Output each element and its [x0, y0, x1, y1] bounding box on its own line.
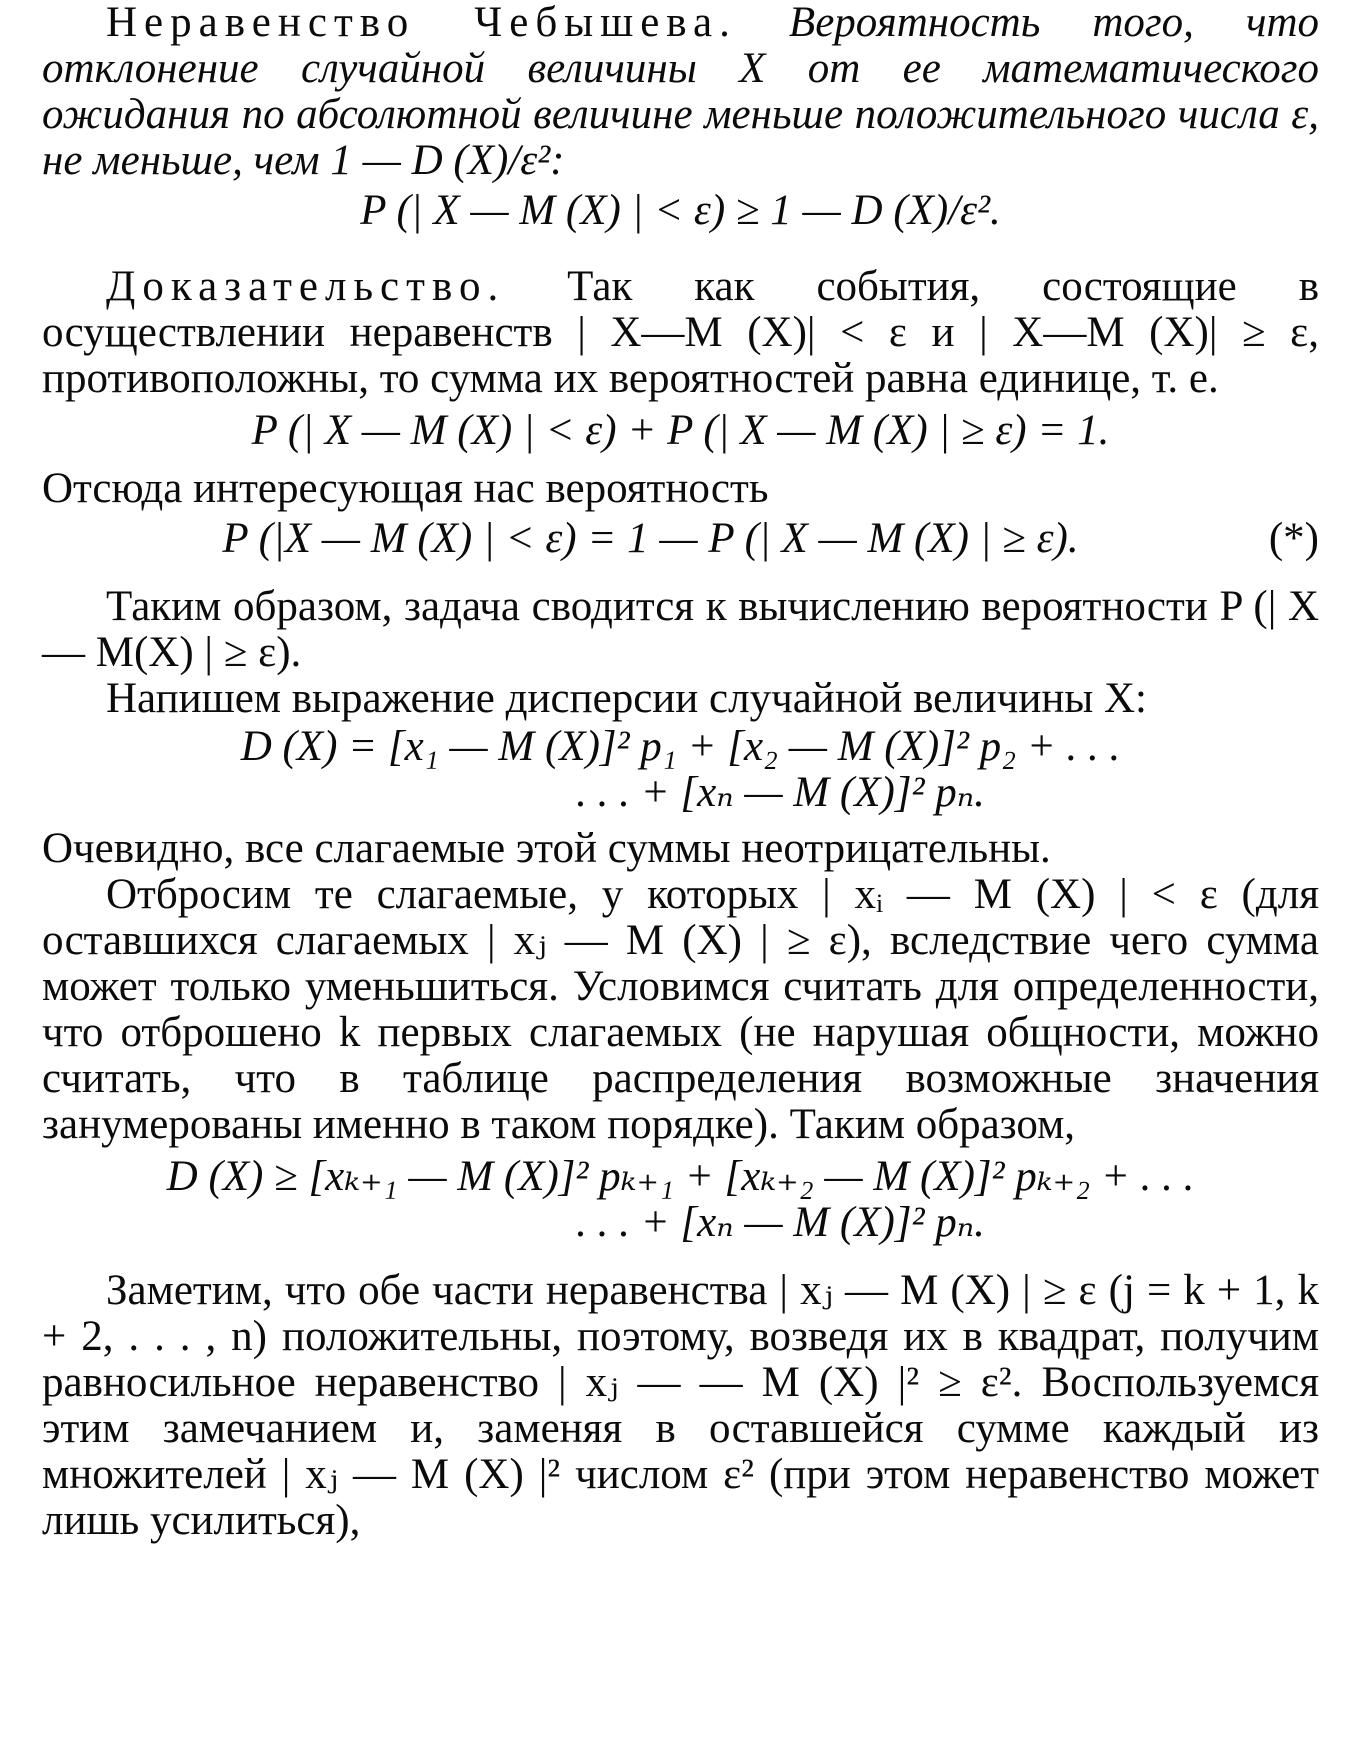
formula-inequality-line2: . . . + [xₙ — M (X)]² pₙ.	[576, 1199, 985, 1246]
variance-intro-paragraph: Напишем выражение дисперсии случайной величины X:	[106, 675, 1147, 722]
formula-variance-line2: . . . + [xₙ — M (X)]² pₙ.	[576, 769, 985, 816]
formula-chebyshev: P (| X — M (X) | < ε) ≥ 1 — D (X)/ε².	[360, 187, 1001, 234]
proof-title: Доказательство.	[106, 263, 506, 310]
proof-paragraph	[42, 264, 1319, 402]
reduction-paragraph: Таким образом, задача сводится к вычислению вероятности P (| X — M(X) | ≥ ε).	[42, 583, 1319, 676]
hence-paragraph: Отсюда интересующая нас вероятность	[42, 465, 769, 512]
formula-inequality-line1: D (X) ≥ [xₖ₊₁ — M (X)]² pₖ₊₁ + [xₖ₊₂ — M (X)]² pₖ₊₂ + . . .	[166, 1153, 1195, 1200]
formula-star: P (|X — M (X) | < ε) = 1 — P (| X — M (X) | ≥ ε).	[222, 515, 1079, 562]
squares-paragraph: Заметим, что обе части неравенства | xⱼ — M (X) | ≥ ε (j = k + 1, k + 2, . . . , n) положительны, поэтому, возведя их в квадрат, получим равносильное неравенство | xⱼ — — M (X) |² ≥ ε². Воспользуемся этим замечанием и, заменяя в оставшейся сумме каждый из множителей | xⱼ — M (X) |² числом ε² (при этом неравенство может лишь усилиться),	[42, 1267, 1319, 1544]
drop-terms-paragraph: Отбросим те слагаемые, у которых | xᵢ — M (X) | < ε (для оставшихся слагаемых | xⱼ — M (X) | ≥ ε), вследствие чего сумма может только уменьшиться. Условимся считать для определенности, что отброшено k первых слагаемых (не нарушая общности, можно считать, что в таблице распределения возможные значения занумерованы именно в таком порядке). Таким образом,	[42, 871, 1319, 1148]
formula-variance-line1: D (X) = [x₁ — M (X)]² p₁ + [x₂ — M (X)]² p₂ + . . .	[240, 723, 1121, 770]
formula-star-row	[42, 516, 1319, 562]
theorem-statement: Вероятность того, что отклонение случайной величины X от ее математического ожидания по абсолютной величине меньше положительного числа ε, не меньше, чем 1 — D (X)/ε²:	[42, 0, 1320, 184]
formula-tag: (*)	[1268, 515, 1319, 562]
theorem-title: Неравенство Чебышева.	[106, 0, 737, 46]
nonnegative-paragraph: Очевидно, все слагаемые этой суммы неотрицательны.	[42, 825, 1051, 872]
formula-sum-of-probabilities: P (| X — M (X) | < ε) + P (| X — M (X) | ≥ ε) = 1.	[251, 407, 1110, 454]
theorem-paragraph	[42, 0, 1319, 184]
proof-text: Так как события, состоящие в осуществлении неравенств | X—M (X)| < ε и | X—M (X)| ≥ ε, противоположны, то сумма их вероятностей равна единице, т. е.	[42, 263, 1320, 402]
